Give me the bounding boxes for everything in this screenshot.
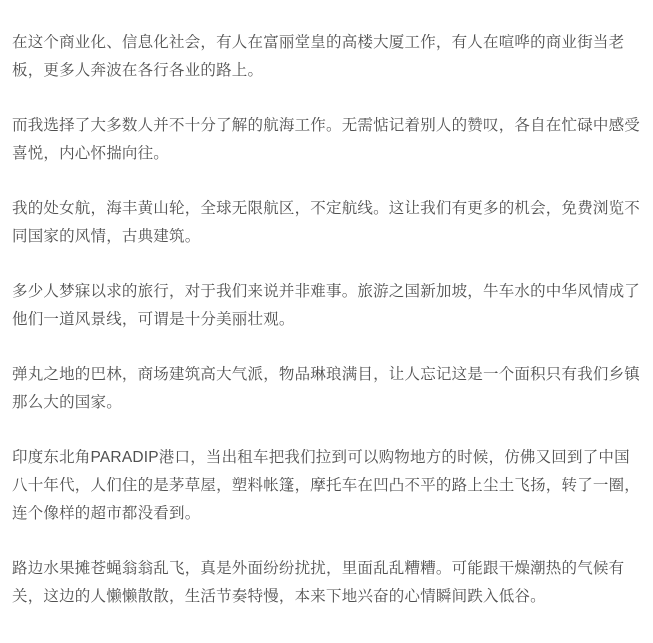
article-paragraph: 我的处女航，海丰黄山轮，全球无限航区，不定航线。这让我们有更多的机会，免费浏览不同国家的风情，古典建筑。 <box>12 200 641 245</box>
article-paragraph: 路边水果摊苍蝇翁翁乱飞，真是外面纷纷扰扰，里面乱乱糟糟。可能跟干燥潮热的气候有关，这边的人懒懒散散，生活节奏特慢，本来下地兴奋的心情瞬间跌入低谷。 <box>12 560 625 605</box>
article-paragraph: 在这个商业化、信息化社会，有人在富丽堂皇的高楼大厦工作，有人在喧哗的商业街当老板，更多人奔波在各行各业的路上。 <box>12 34 625 79</box>
article-paragraph: 多少人梦寐以求的旅行，对于我们来说并非难事。旅游之国新加坡，牛车水的中华风情成了他们一道风景线，可谓是十分美丽壮观。 <box>12 283 641 328</box>
article-paragraph: 而我选择了大多数人并不十分了解的航海工作。无需惦记着别人的赞叹，各自在忙碌中感受喜悦，内心怀揣向往。 <box>12 117 641 162</box>
article-paragraph: 弹丸之地的巴林，商场建筑高大气派，物品琳琅满目，让人忘记这是一个面积只有我们乡镇那么大的国家。 <box>12 366 641 411</box>
article-paragraph: 印度东北角PARADIP港口，当出租车把我们拉到可以购物地方的时候，仿佛又回到了中国八十年代，人们住的是茅草屋，塑料帐篷，摩托车在凹凸不平的路上尘土飞扬，转了一圈，连个像样的超市都没看到。 <box>12 449 641 522</box>
